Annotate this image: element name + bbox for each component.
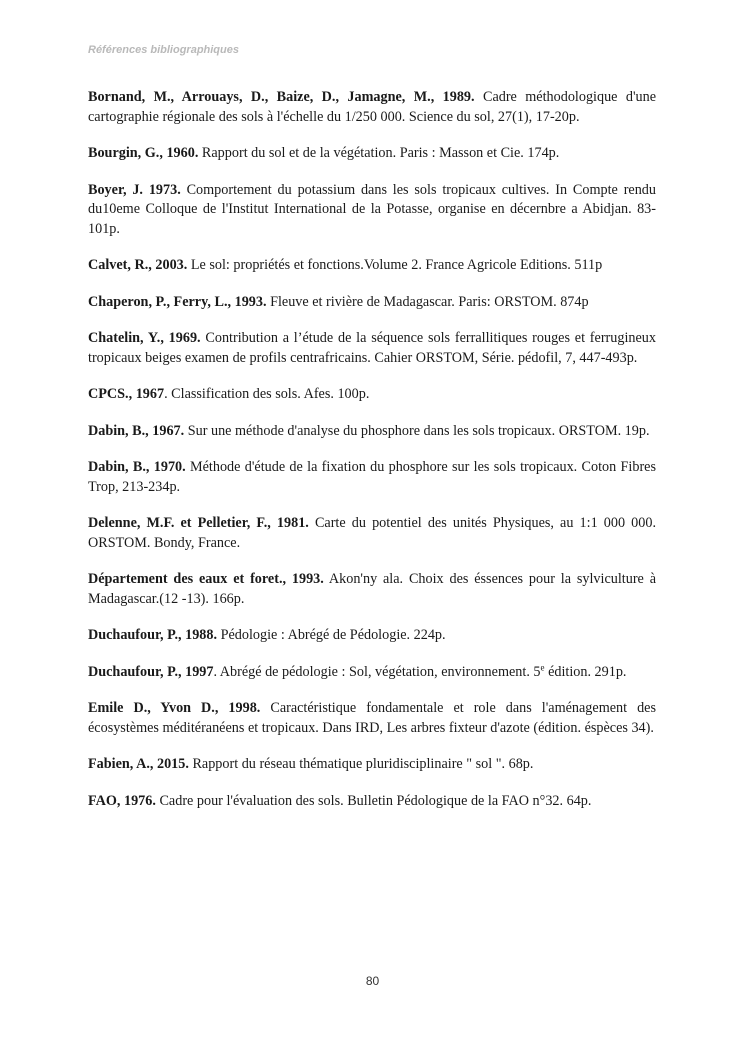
reference-entry [88, 663, 656, 683]
reference-entry [88, 422, 656, 442]
reference-author: CPCS., 1967 [88, 386, 165, 402]
reference-text: Comportement du potassium dans les sols tropicaux cultives. In Compte rendu du10eme Colloque de l'Institut International de la Potasse, organise en décernbre a Abidjan. 83-101p. [88, 181, 656, 237]
reference-author: Bornand, M., Arrouays, D., Baize, D., Jamagne, M., 1989. [88, 89, 475, 105]
running-header: Références bibliographiques [88, 44, 239, 56]
reference-text: . Abrégé de pédologie : Sol, végétation, environnement. 5 [213, 663, 541, 680]
reference-author: Département des eaux et foret., 1993. [88, 571, 324, 587]
reference-text: Sur une méthode d'analyse du phosphore dans les sols tropicaux. ORSTOM. 19p. [184, 422, 650, 439]
reference-entry [88, 570, 656, 609]
reference-author: Duchaufour, P., 1988. [88, 627, 218, 643]
reference-text: Cadre méthodologique d'une cartographie régionale des sols à l'échelle du 1/250 000. Science du sol, 27(1), 17-20p. [88, 89, 657, 125]
reference-author: Duchaufour, P., 1997 [88, 663, 214, 680]
reference-text: Pédologie : Abrégé de Pédologie. 224p. [217, 627, 446, 643]
reference-text: Caractéristique fondamentale et role dans l'aménagement des écosystèmes méditéranéens et tropicaux. Dans IRD, Les arbres fixteur d'azote (édition. éspèces 34). [88, 700, 656, 736]
reference-entry [88, 458, 656, 497]
reference-author: Emile D., Yvon D., 1998. [88, 700, 261, 716]
reference-author: Boyer, J. 1973. [88, 181, 181, 198]
reference-superscript: e [540, 661, 545, 672]
reference-text: Cadre pour l'évaluation des sols. Bulletin Pédologique de la FAO n°32. 64p. [155, 792, 592, 809]
reference-entry [88, 256, 656, 276]
reference-entry [88, 293, 656, 313]
reference-text: . Classification des sols. Afes. 100p. [164, 386, 370, 402]
page-number: 80 [365, 974, 380, 988]
reference-author: Bourgin, G., 1960. [88, 145, 199, 161]
reference-entry [88, 181, 656, 240]
reference-text: Méthode d'étude de la fixation du phosphore sur les sols tropicaux. Coton Fibres Trop, 213-234p. [88, 459, 656, 495]
reference-entry [88, 792, 656, 812]
reference-author: Fabien, A., 2015. [88, 756, 189, 772]
reference-entry [88, 385, 656, 405]
reference-entry [88, 329, 656, 368]
reference-entry [88, 88, 656, 127]
reference-text: Fleuve et rivière de Madagascar. Paris: ORSTOM. 874p [266, 293, 589, 310]
reference-entry [88, 699, 656, 738]
reference-text: Le sol: propriétés et fonctions.Volume 2. France Agricole Editions. 511p [187, 257, 603, 273]
reference-author: Dabin, B., 1970. [88, 459, 186, 475]
reference-list [88, 88, 656, 828]
reference-text: Akon'ny ala. Choix des éssences pour la sylviculture à Madagascar.(12 -13). 166p. [88, 571, 656, 607]
reference-author: Dabin, B., 1967. [88, 422, 185, 439]
reference-text-continued: édition. 291p. [544, 663, 627, 680]
reference-entry [88, 755, 656, 775]
reference-text: Rapport du sol et de la végétation. Paris : Masson et Cie. 174p. [198, 145, 560, 161]
reference-entry [88, 144, 656, 164]
reference-author: Delenne, M.F. et Pelletier, F., 1981. [88, 515, 309, 531]
reference-text: Rapport du réseau thématique pluridisciplinaire " sol ". 68p. [188, 756, 534, 772]
reference-author: Chaperon, P., Ferry, L., 1993. [88, 293, 267, 310]
reference-entry [88, 514, 656, 553]
reference-author: FAO, 1976. [88, 792, 156, 809]
reference-author: Chatelin, Y., 1969. [88, 330, 201, 346]
reference-text: Carte du potentiel des unités Physiques, au 1:1 000 000. ORSTOM. Bondy, France. [88, 515, 656, 551]
reference-entry [88, 626, 656, 646]
reference-text: Contribution a l’étude de la séquence sols ferrallitiques rouges et ferrugineux tropicaux beiges examen de profils centrafricains. Cahier ORSTOM, Série. pédofil, 7, 447-493p. [88, 330, 656, 366]
reference-author: Calvet, R., 2003. [88, 257, 188, 273]
